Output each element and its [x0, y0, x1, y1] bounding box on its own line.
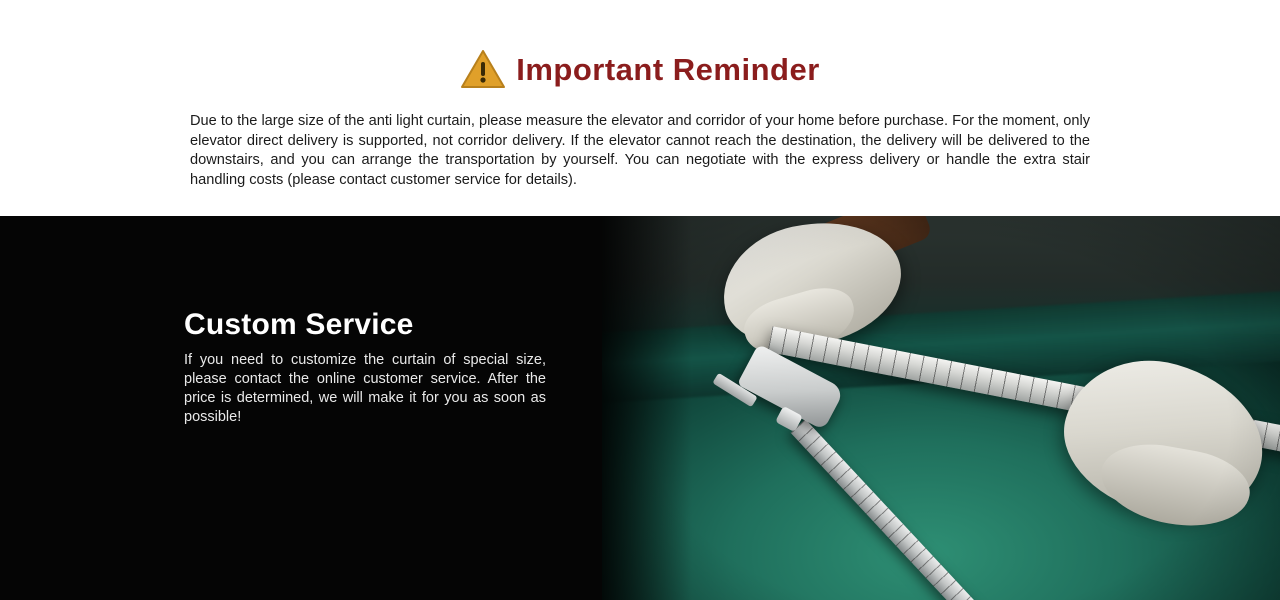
warning-triangle-icon	[460, 48, 506, 90]
custom-service-text-block	[184, 308, 548, 427]
measuring-photo	[602, 216, 1280, 600]
custom-service-section	[0, 216, 1280, 600]
important-reminder-section	[0, 0, 1280, 216]
notice-heading	[0, 42, 1280, 96]
custom-service-text-panel	[0, 216, 602, 600]
custom-service-description: If you need to customize the curtain of special size, please contact the online customer service. After the price is determined, we will make it for you as soon as possible!	[184, 352, 546, 425]
notice-body-text: Due to the large size of the anti light curtain, please measure the elevator and corridor of your home before purchase. For the moment, only elevator direct delivery is supported, not corridor delivery. If the elevator cannot reach the destination, the delivery will be delivered to the downstairs, and you can arrange the transportation by yourself. You can negotiate with the express delivery or handle the extra stair handling costs (please contact customer service for details).	[190, 113, 1090, 188]
custom-service-title: Custom Service	[184, 308, 414, 341]
page-title: Important Reminder	[516, 51, 820, 87]
